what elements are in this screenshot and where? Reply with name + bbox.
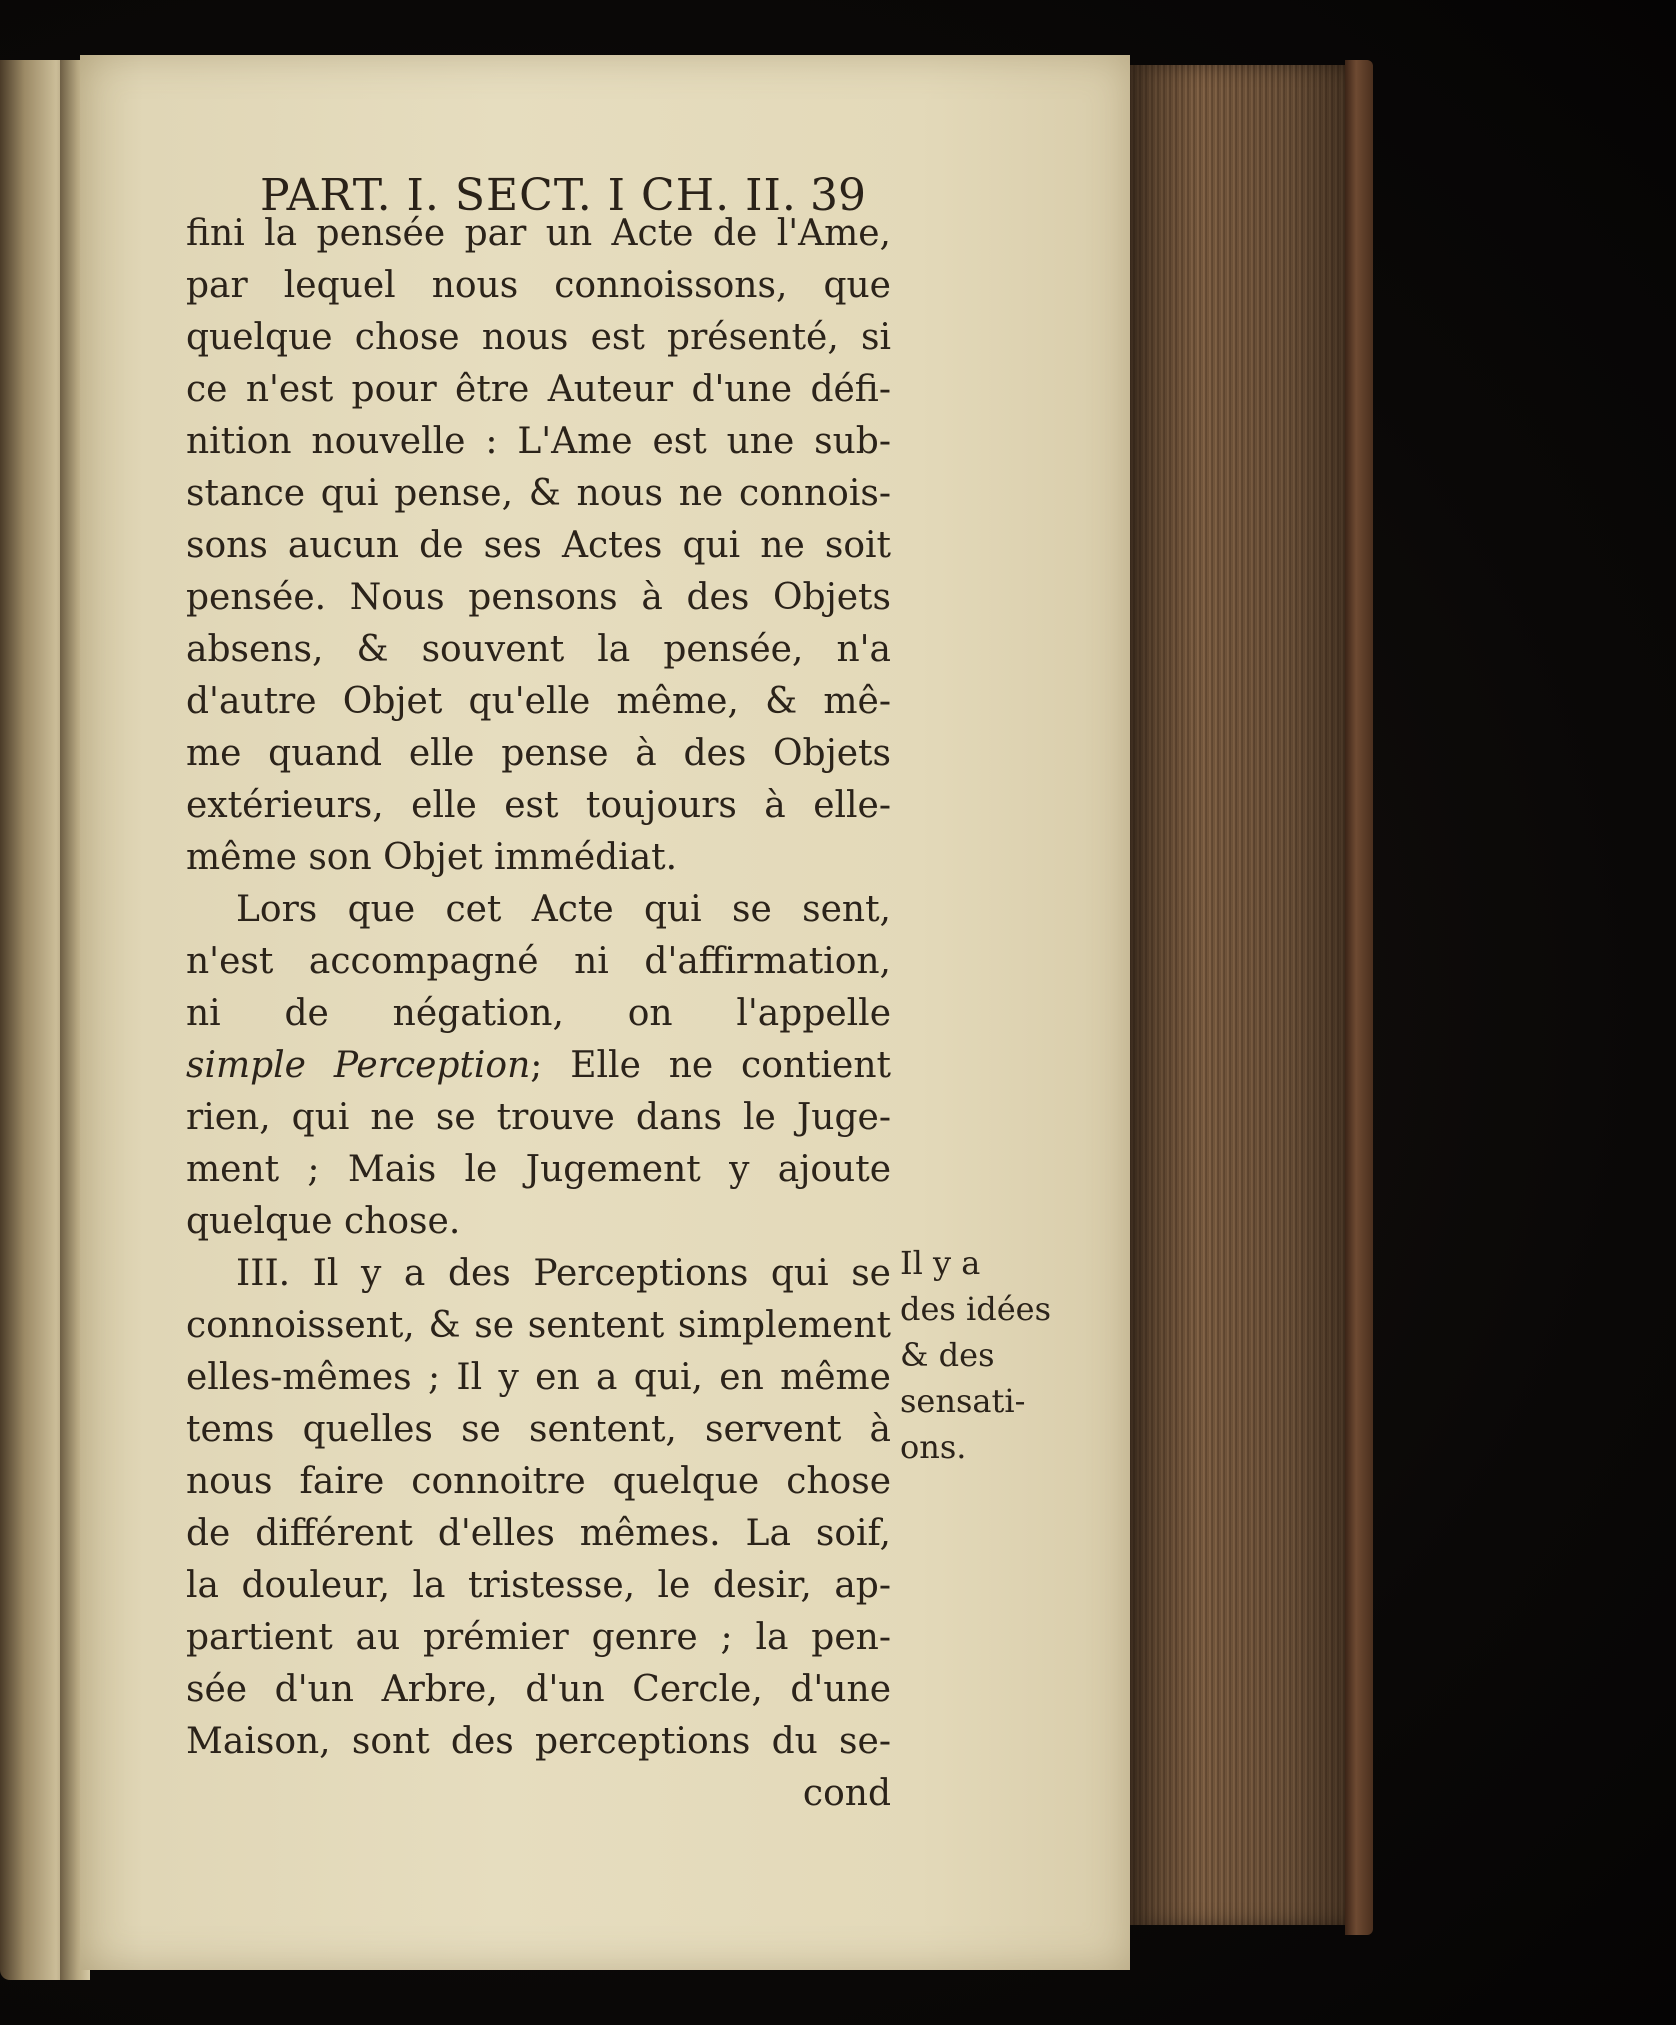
- text-line: ment ; Mais le Jugement y ajoute: [186, 1149, 891, 1190]
- text-line: nition nouvelle : L'Ame est une sub-: [186, 421, 891, 462]
- text-line: sons aucun de ses Actes qui ne soit: [186, 525, 891, 566]
- text-line-italic: [186, 1040, 891, 1092]
- page-number: 39: [810, 170, 866, 221]
- text-line: Lors que cet Acte qui se sent,: [236, 889, 891, 930]
- margin-note-line: sensati-: [900, 1382, 1026, 1420]
- text-line: elles-mêmes ; Il y en a qui, en même: [186, 1357, 891, 1398]
- text-line: même son Objet immédiat.: [186, 837, 678, 878]
- margin-note-line: ons.: [900, 1428, 967, 1466]
- main-text: [186, 208, 891, 1820]
- text-line: rien, qui ne se trouve dans le Juge-: [186, 1097, 891, 1138]
- text-line: quelque chose.: [186, 1201, 461, 1242]
- text-line: stance qui pense, & nous ne connois-: [186, 473, 891, 514]
- text-line: la douleur, la tristesse, le desir, ap-: [186, 1565, 891, 1606]
- catchword: cond: [802, 1773, 891, 1814]
- page-edges: [1130, 65, 1360, 1925]
- margin-note: [900, 1240, 1052, 1470]
- text-line: III. Il y a des Perceptions qui se: [236, 1253, 891, 1294]
- text-line: absens, & souvent la pensée, n'a: [186, 629, 891, 670]
- margin-note-line: Il y a: [900, 1244, 981, 1282]
- running-head: PART. I. SECT. I CH. II.: [260, 170, 797, 221]
- text-line: partient au prémier genre ; la pen-: [186, 1617, 891, 1658]
- text-line: ni de négation, on l'appelle: [186, 993, 891, 1034]
- text-line: quelque chose nous est présenté, si: [186, 317, 891, 358]
- text-line: Maison, sont des perceptions du se-: [186, 1721, 891, 1762]
- text-line: extérieurs, elle est toujours à elle-: [186, 785, 891, 826]
- text-line: nous faire connoitre quelque chose: [186, 1461, 891, 1502]
- italic-term: simple Perception: [186, 1045, 531, 1086]
- text-line: pensée. Nous pensons à des Objets: [186, 577, 891, 618]
- text-line: sée d'un Arbre, d'un Cercle, d'une: [186, 1669, 891, 1710]
- text-line: tems quelles se sentent, servent à: [186, 1409, 891, 1450]
- text-line: de différent d'elles mêmes. La soif,: [186, 1513, 891, 1554]
- text-line: connoissent, & se sentent simplement: [186, 1305, 891, 1346]
- margin-note-line: & des: [900, 1336, 995, 1374]
- text-line: me quand elle pense à des Objets: [186, 733, 891, 774]
- text-line: fini la pensée par un Acte de l'Ame,: [186, 213, 891, 254]
- margin-note-line: des idées: [900, 1290, 1052, 1328]
- book-cover-edge: [1345, 60, 1373, 1935]
- text-line: d'autre Objet qu'elle même, & mê-: [186, 681, 891, 722]
- text-line: par lequel nous connoissons, que: [186, 265, 891, 306]
- text-fragment: ; Elle ne contient: [530, 1045, 891, 1086]
- text-line: n'est accompagné ni d'affirmation,: [186, 941, 891, 982]
- text-line: ce n'est pour être Auteur d'une défi-: [186, 369, 891, 410]
